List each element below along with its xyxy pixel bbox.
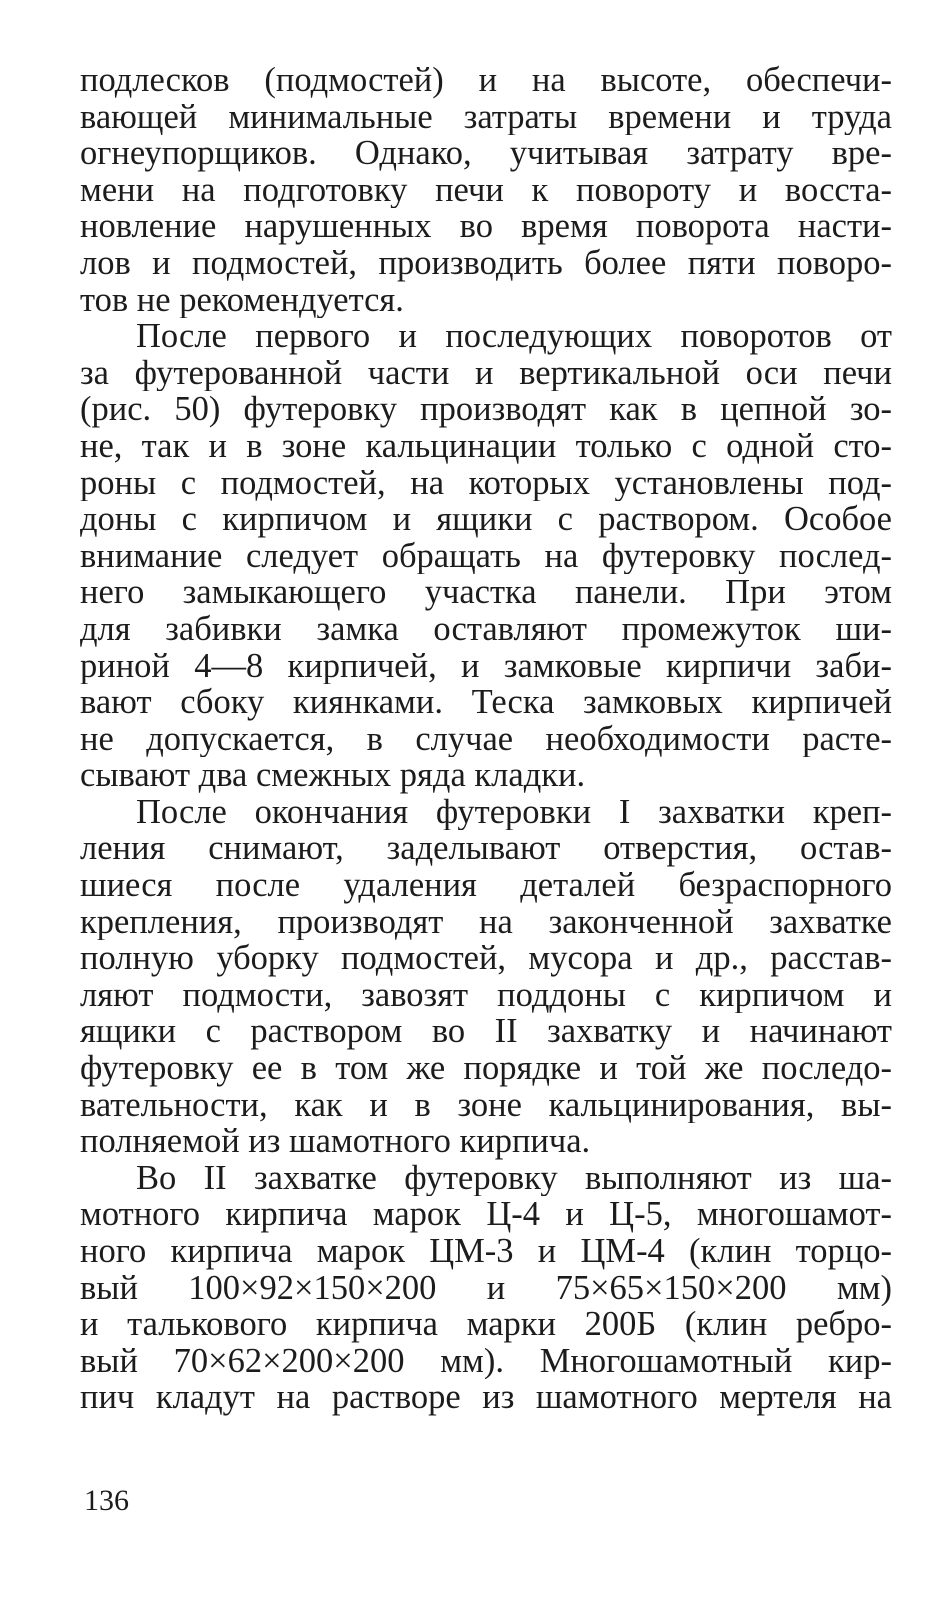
- text-line: полняемой из шамотного кирпича.: [80, 1123, 591, 1160]
- page-number: 136: [84, 1484, 129, 1517]
- text-line: ляют подмости, завозят поддоны с кирпичом и: [80, 976, 892, 1014]
- text-line: него замыкающего участка панели. При этом: [80, 574, 892, 611]
- text-line: вающей минимальные затраты времени и труда: [80, 98, 892, 136]
- page-body: [80, 62, 892, 1416]
- text-line: внимание следует обращать на футеровку послед-: [80, 537, 892, 575]
- text-line: вают сбоку киянками. Теска замковых кирпичей: [80, 684, 892, 721]
- text-line: лов и подмостей, производить более пяти поворо-: [80, 244, 892, 282]
- text-line: не, так и в зоне кальцинации только с одной сто-: [80, 427, 892, 465]
- text-line: вый 70×62×200×200 мм). Многошамотный кир-: [80, 1342, 892, 1380]
- text-line: доны с кирпичом и ящики с раствором. Особое: [80, 501, 892, 538]
- text-line: мени на подготовку печи к повороту и восста-: [80, 171, 892, 209]
- text-line: за футерованной части и вертикальной оси печи: [80, 354, 892, 392]
- text-line: новление нарушенных во время поворота насти-: [80, 208, 892, 245]
- text-line: роны с подмостей, на которых установлены под-: [80, 464, 892, 502]
- text-line: риной 4—8 кирпичей, и замковые кирпичи заби-: [80, 647, 892, 685]
- text-line: и талькового кирпича марки 200Б (клин ребро-: [80, 1306, 892, 1343]
- text-line: После первого и последующих поворотов от: [136, 318, 892, 355]
- text-line: для забивки замка оставляют промежуток ши-: [80, 610, 892, 648]
- text-line: огнеупорщиков. Однако, учитывая затрату вре-: [80, 135, 892, 172]
- text-line: футеровку ее в том же порядке и той же последо-: [80, 1050, 892, 1087]
- text-line: После окончания футеровки I захватки креп-: [136, 793, 892, 831]
- text-line: (рис. 50) футеровку производят как в цепной зо-: [80, 391, 892, 428]
- paragraph-2: [80, 318, 892, 794]
- paragraph-4: [80, 1160, 892, 1416]
- text-line: сывают два смежных ряда кладки.: [80, 757, 586, 794]
- text-line: пич кладут на растворе из шамотного мертеля на: [80, 1379, 892, 1416]
- text-line: мотного кирпича марок Ц-4 и Ц-5, многошамот-: [80, 1196, 892, 1233]
- text-line: подлесков (подмостей) и на высоте, обеспечи-: [80, 62, 892, 99]
- text-line: вательности, как и в зоне кальцинирования, вы-: [80, 1086, 892, 1124]
- text-line: вый 100×92×150×200 и 75×65×150×200 мм): [80, 1269, 892, 1307]
- text-line: шиеся после удаления деталей безраспорного: [80, 867, 892, 904]
- paragraph-1: [80, 62, 892, 318]
- text-line: ного кирпича марок ЦМ-3 и ЦМ-4 (клин торцо-: [80, 1233, 892, 1270]
- text-line: ления снимают, заделывают отверстия, остав-: [80, 830, 892, 868]
- text-line: Во II захватке футеровку выполняют из ша-: [136, 1159, 892, 1197]
- text-line: полную уборку подмостей, мусора и др., расстав-: [80, 940, 892, 977]
- text-line: крепления, производят на законченной захватке: [80, 903, 892, 941]
- text-line: тов не рекомендуется.: [80, 281, 404, 319]
- text-line: ящики с раствором во II захватку и начинают: [80, 1013, 892, 1051]
- paragraph-3: [80, 794, 892, 1160]
- text-line: не допускается, в случае необходимости растe-: [80, 720, 892, 758]
